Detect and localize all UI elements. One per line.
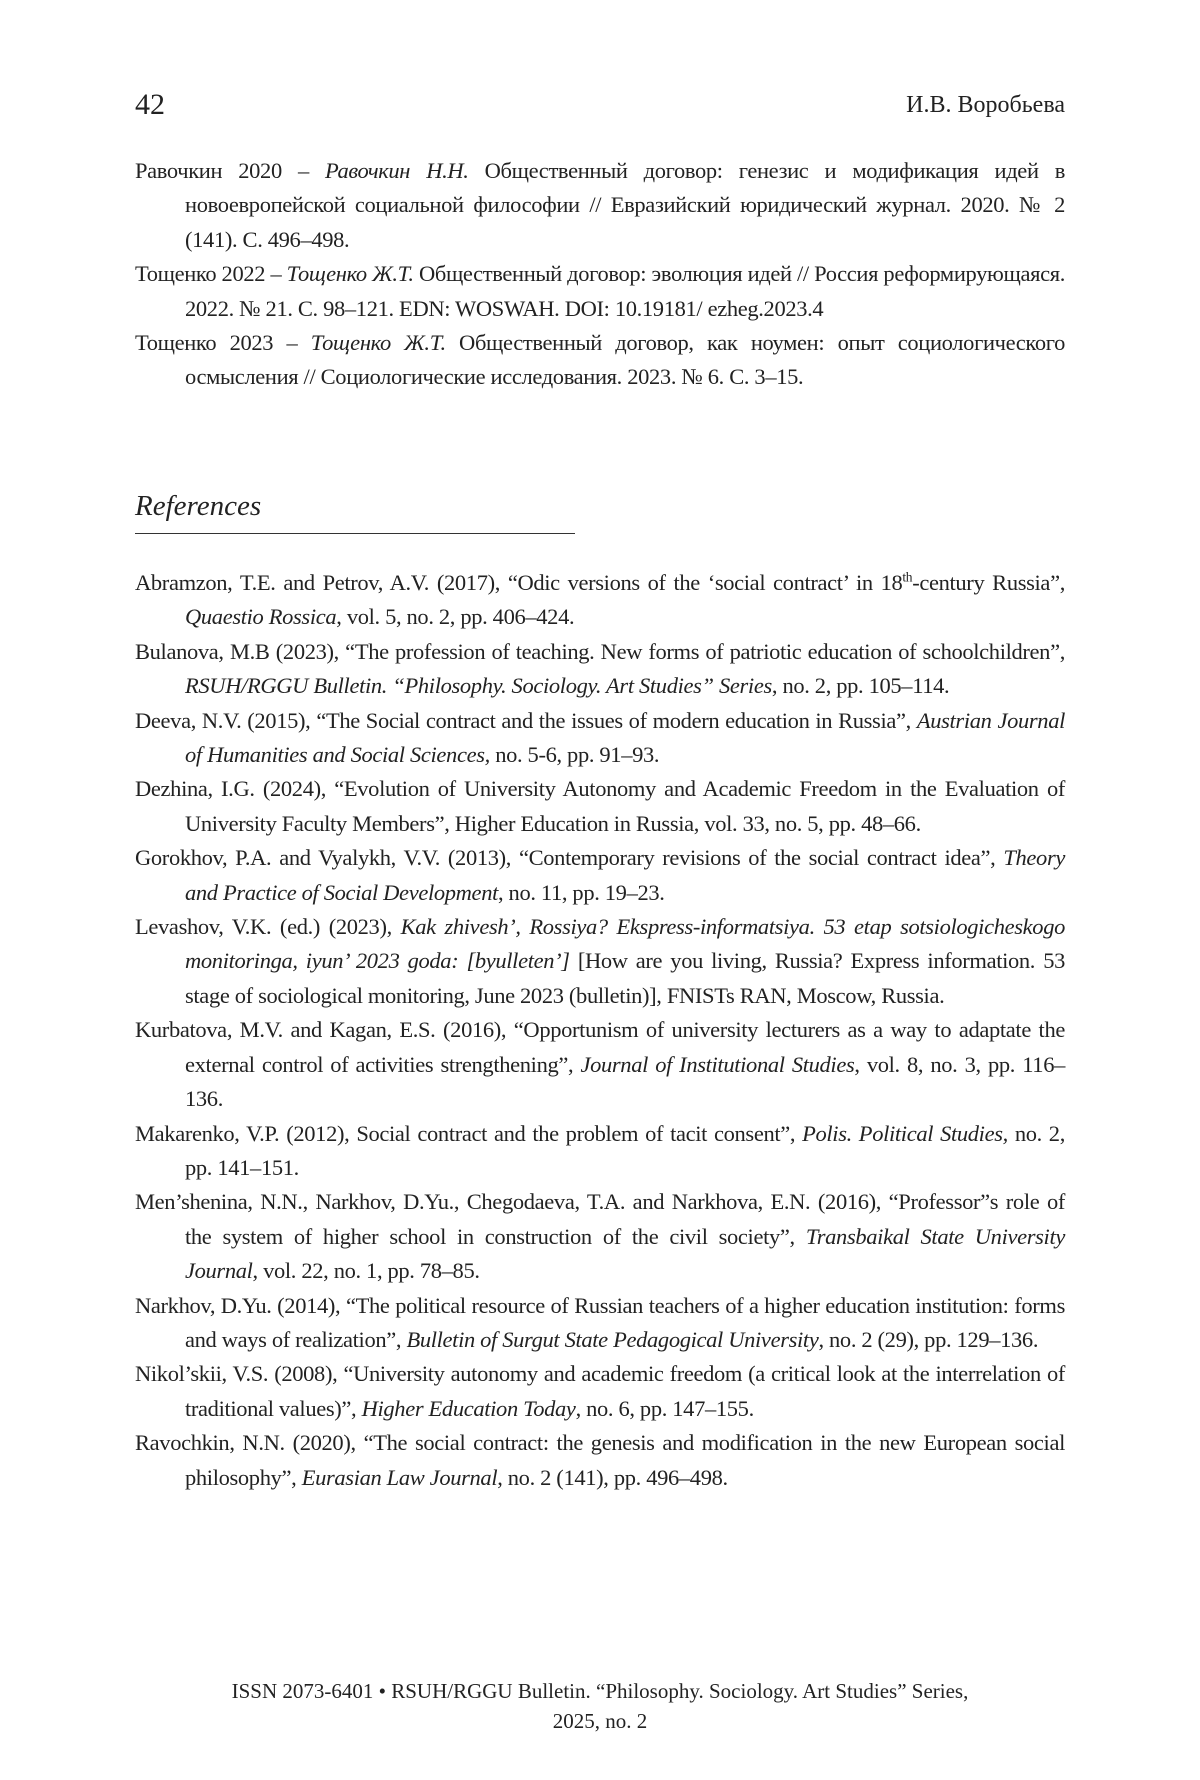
reference-source-italic: Равочкин Н.Н. bbox=[325, 158, 469, 183]
reference-text: no. 5-6, pp. 91–93. bbox=[490, 742, 659, 767]
reference-source-italic: Bulletin of Surgut State Pedagogical University bbox=[406, 1327, 818, 1352]
reference-source-italic: RSUH/RGGU Bulletin. “Philosophy. Sociology. Art Studies” Series bbox=[185, 673, 772, 698]
english-reference-list bbox=[135, 566, 1065, 1495]
reference-entry bbox=[135, 1289, 1065, 1358]
reference-entry bbox=[135, 910, 1065, 1013]
reference-text: , no. 2 (29), pp. 129–136. bbox=[818, 1327, 1038, 1352]
reference-source-italic: Journal of Institutional Studies bbox=[580, 1052, 854, 1077]
reference-source-italic: Quaestio Rossica bbox=[185, 604, 336, 629]
reference-text: , vol. 22, no. 1, pp. 78–85. bbox=[253, 1258, 480, 1283]
reference-text: Narkhov, D.Yu. (2014), “The political resource of Russian teachers of a higher education institution: forms and ways of realization”, bbox=[135, 1293, 1065, 1352]
reference-source-italic: Kak zhivesh’, Rossiya? Ekspress-informatsiya. 53 etap sotsiologicheskogo monitoringa, iyun’ 2023 goda: [byulleten’] bbox=[185, 914, 1065, 973]
reference-entry bbox=[135, 566, 1065, 635]
reference-text: , no. 2 (141), pp. 496–498. bbox=[497, 1465, 728, 1490]
heading-underline-divider bbox=[135, 533, 575, 534]
reference-text: , vol. 5, no. 2, pp. 406–424. bbox=[336, 604, 574, 629]
reference-source-italic: Тощенко Ж.Т. bbox=[287, 261, 414, 286]
reference-text: Общественный договор: эволюция идей // Россия реформирующаяся. 2022. № 21. С. 98–121. EDN: WOSWAH. DOI: 10.19181/ ezheg.2023.4 bbox=[185, 261, 1065, 320]
reference-text: [How are you living, Russia? Express information. 53 stage of sociological monitoring, June 2023 (bulletin)], FNISTs RAN, Moscow, Russia. bbox=[185, 948, 1065, 1007]
reference-source-italic: Higher Education Today bbox=[362, 1396, 576, 1421]
reference-entry bbox=[135, 1185, 1065, 1288]
reference-entry bbox=[135, 1357, 1065, 1426]
reference-entry bbox=[135, 1426, 1065, 1495]
reference-source-italic: Transbaikal State University Journal bbox=[185, 1224, 1065, 1283]
reference-text: no. 2, pp. 141–151. bbox=[185, 1121, 1065, 1180]
reference-text: Nikol’skii, V.S. (2008), “University autonomy and academic freedom (a critical look at the interrelation of traditional values)”, bbox=[135, 1361, 1065, 1420]
footer-journal-line: ISSN 2073-6401 • RSUH/RGGU Bulletin. “Philosophy. Sociology. Art Studies” Series, bbox=[135, 1676, 1065, 1706]
reference-text: Abramzon, T.E. and Petrov, A.V. (2017), “Odic versions of the ‘social contract’ in 18 bbox=[135, 570, 902, 595]
reference-text: -century Russia”, bbox=[912, 570, 1065, 595]
references-heading: References bbox=[135, 490, 261, 523]
reference-text: , no. 11, pp. 19–23. bbox=[498, 880, 665, 905]
reference-text: Общественный договор: генезис и модификация идей в новоевропейской социальной философии // Евразийский юридический журнал. 2020. № 2 (141). С. 496–498. bbox=[185, 158, 1065, 252]
reference-entry bbox=[135, 635, 1065, 704]
reference-text: Bulanova, M.B (2023), “The profession of teaching. New forms of patriotic education of schoolchildren”, bbox=[135, 639, 1065, 664]
reference-entry bbox=[135, 1013, 1065, 1116]
reference-text: Тощенко 2022 – bbox=[135, 261, 287, 286]
reference-text: Deeva, N.V. (2015), “The Social contract and the issues of modern education in Russia”, bbox=[135, 708, 917, 733]
reference-source-italic: Eurasian Law Journal bbox=[302, 1465, 498, 1490]
reference-text: , no. 2, pp. 105–114. bbox=[772, 673, 949, 698]
page-footer bbox=[135, 1676, 1065, 1736]
reference-text: Kurbatova, M.V. and Kagan, E.S. (2016), “Opportunism of university lecturers as a way to adaptate the external control of activities strengthening”, bbox=[135, 1017, 1065, 1076]
reference-text: Тощенко 2023 – bbox=[135, 330, 311, 355]
reference-entry bbox=[135, 704, 1065, 773]
reference-text: , vol. 8, no. 3, pp. 116–136. bbox=[185, 1052, 1065, 1111]
reference-entry bbox=[135, 772, 1065, 841]
reference-source-italic: Тощенко Ж.Т. bbox=[311, 330, 446, 355]
reference-entry bbox=[135, 326, 1065, 395]
reference-entry bbox=[135, 841, 1065, 910]
reference-text: , no. 6, pp. 147–155. bbox=[576, 1396, 754, 1421]
reference-entry bbox=[135, 1117, 1065, 1186]
reference-entry bbox=[135, 154, 1065, 257]
running-head-author: И.В. Воробьева bbox=[906, 92, 1065, 119]
footer-issue-line: 2025, no. 2 bbox=[135, 1706, 1065, 1736]
reference-source-italic: Polis. Political Studies, bbox=[802, 1121, 1008, 1146]
reference-text: Gorokhov, P.A. and Vyalykh, V.V. (2013), “Contemporary revisions of the social contract idea”, bbox=[135, 845, 1003, 870]
reference-source-italic: Austrian Journal of Humanities and Social Sciences, bbox=[185, 708, 1065, 767]
reference-text: Levashov, V.K. (ed.) (2023), bbox=[135, 914, 401, 939]
russian-reference-list bbox=[135, 154, 1065, 395]
reference-text: Men’shenina, N.N., Narkhov, D.Yu., Chegodaeva, T.A. and Narkhova, E.N. (2016), “Professor”s role of the system of higher school in construction of the civil society”, bbox=[135, 1189, 1065, 1248]
reference-text: Ravochkin, N.N. (2020), “The social contract: the genesis and modification in the new European social philosophy”, bbox=[135, 1430, 1065, 1489]
reference-text: Равочкин 2020 – bbox=[135, 158, 325, 183]
page-number: 42 bbox=[135, 88, 165, 122]
reference-text: Makarenko, V.P. (2012), Social contract and the problem of tacit consent”, bbox=[135, 1121, 802, 1146]
reference-text: th bbox=[902, 570, 912, 585]
reference-text: Dezhina, I.G. (2024), “Evolution of University Autonomy and Academic Freedom in the Evaluation of University Faculty Members”, Higher Education in Russia, vol. 33, no. 5, pp. 48–66. bbox=[135, 776, 1065, 835]
reference-text: Общественный договор, как ноумен: опыт социологического осмысления // Социологические исследования. 2023. № 6. С. 3–15. bbox=[185, 330, 1065, 389]
reference-entry bbox=[135, 257, 1065, 326]
reference-source-italic: Theory and Practice of Social Development bbox=[185, 845, 1065, 904]
